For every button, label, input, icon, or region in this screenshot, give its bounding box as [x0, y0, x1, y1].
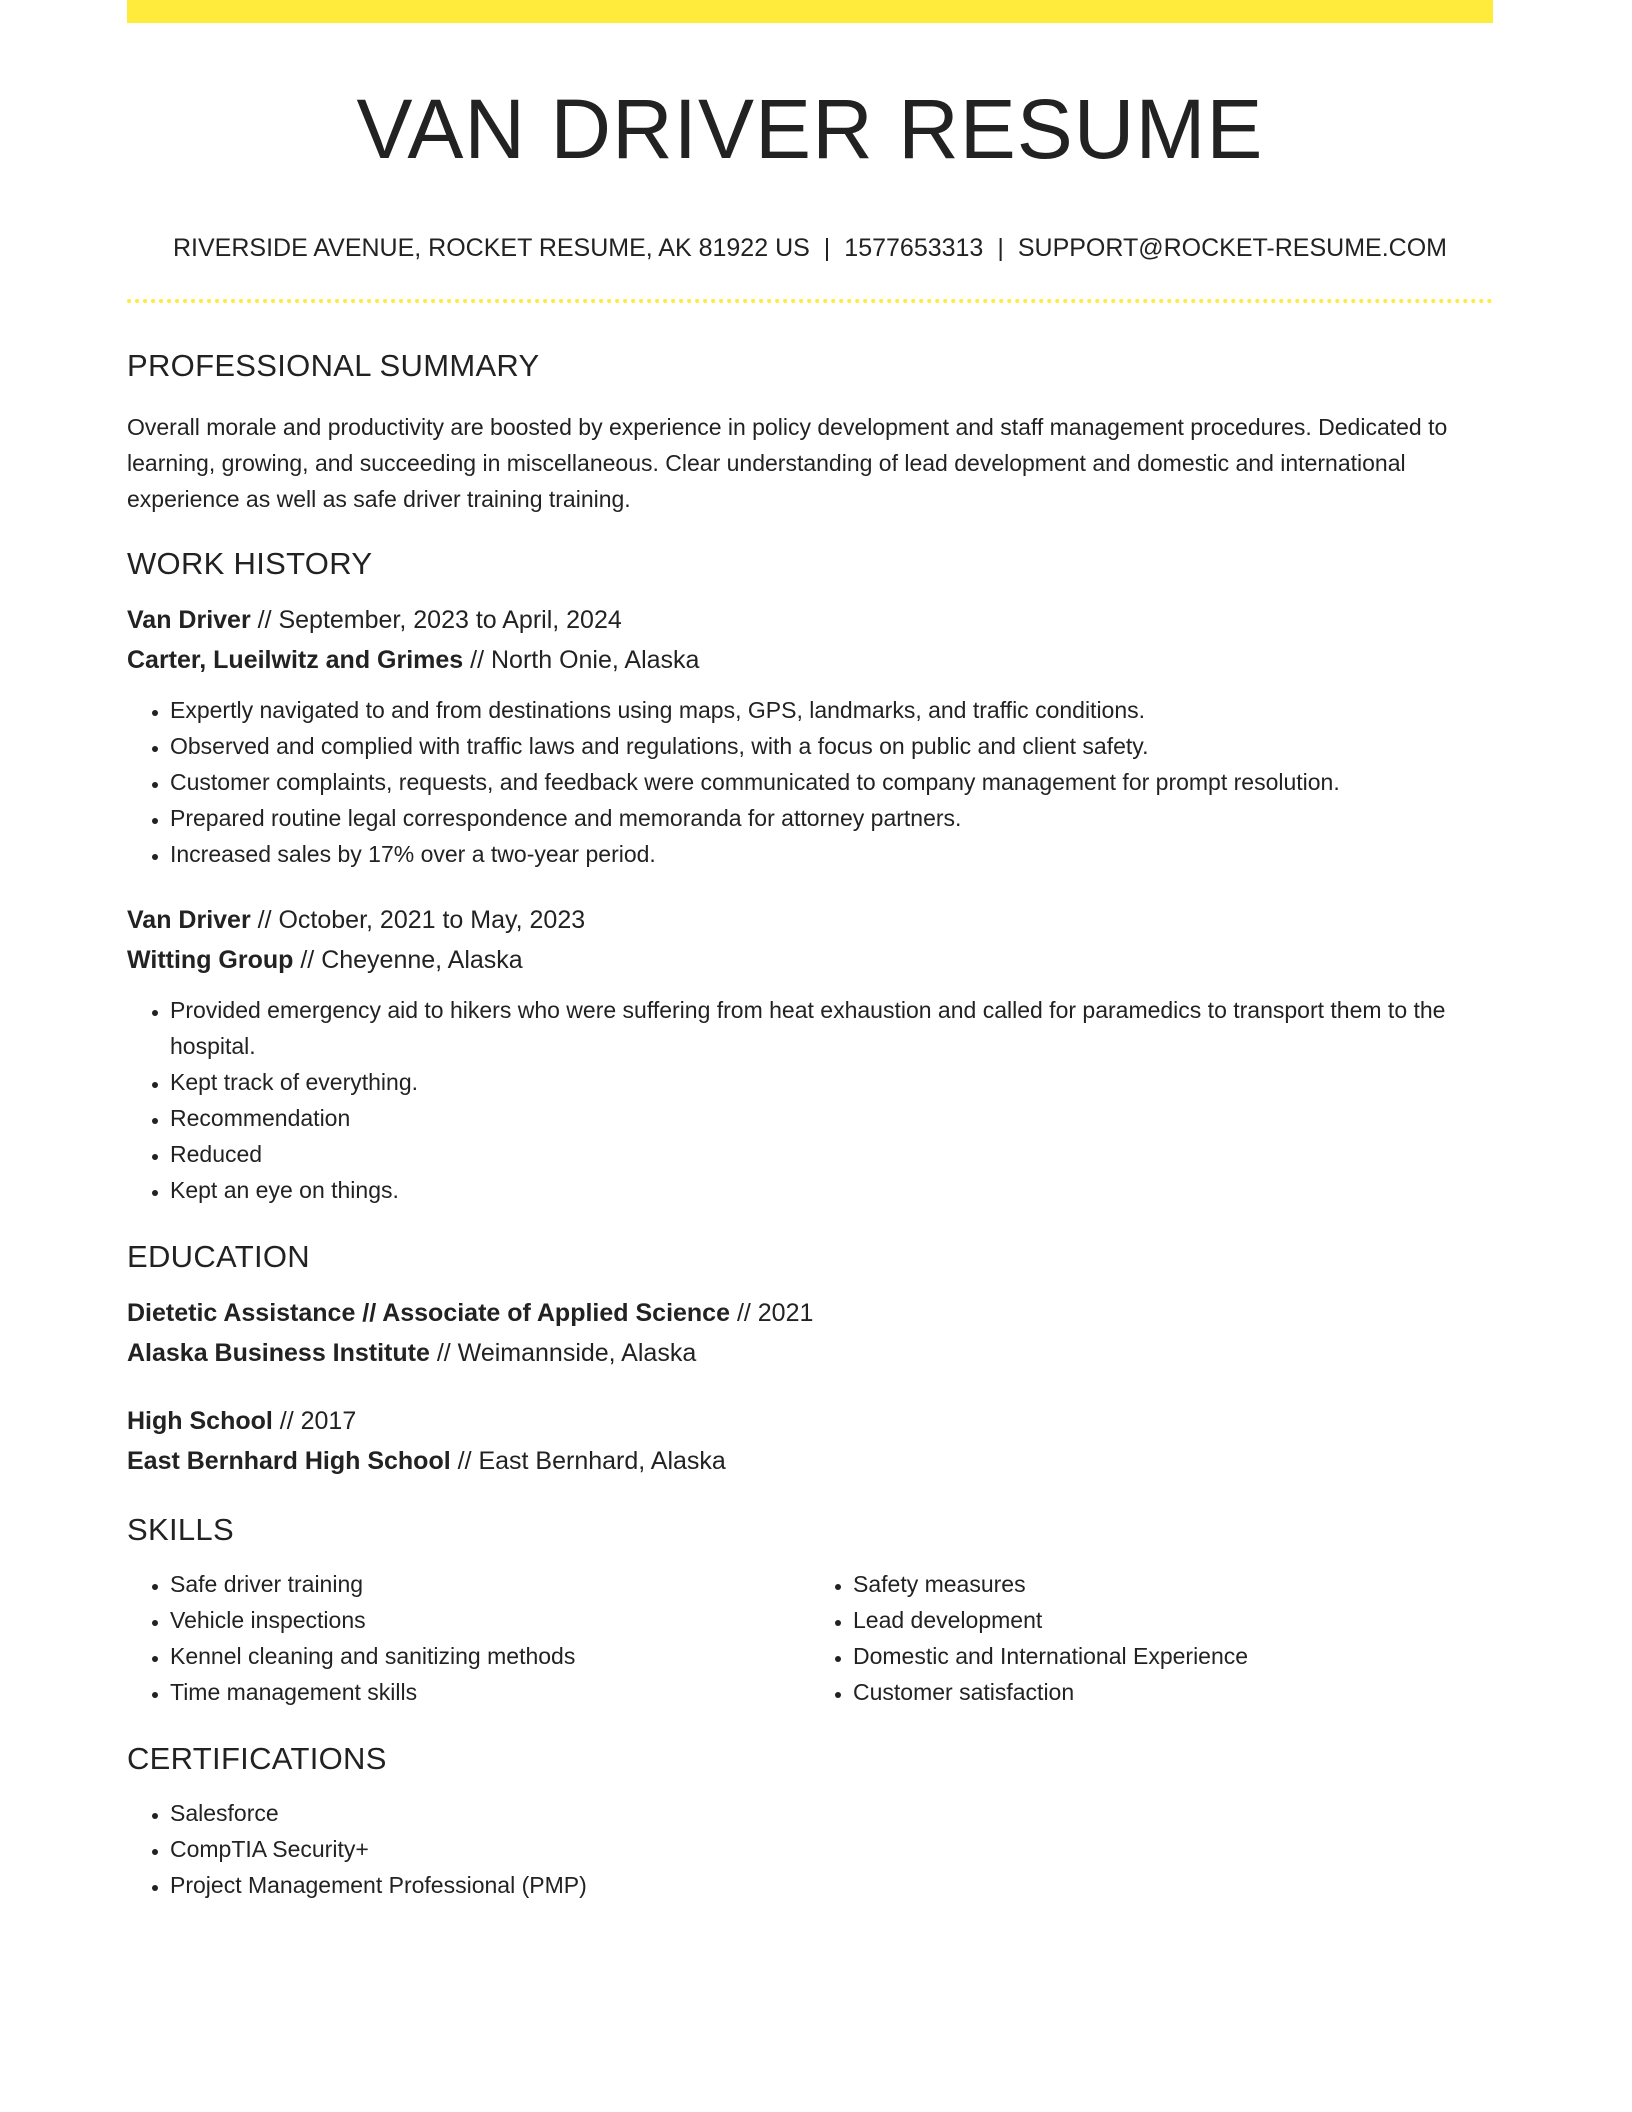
education-degree-line: [127, 1401, 1493, 1441]
job-bullets: [127, 992, 1493, 1208]
job-entry: [127, 600, 1493, 872]
education-location: // East Bernhard, Alaska: [450, 1446, 726, 1475]
list-item: • Kept an eye on things.: [170, 1172, 1493, 1208]
resume-page: [127, 0, 1493, 1903]
education-location: // Weimannside, Alaska: [429, 1338, 697, 1367]
education-degree-line: [127, 1293, 1493, 1333]
section-title-work-history: WORK HISTORY: [127, 545, 373, 581]
job-company: Carter, Lueilwitz and Grimes: [127, 645, 464, 674]
list-item: • Kept track of everything.: [170, 1064, 1493, 1100]
education-degree: High School: [127, 1406, 273, 1435]
contact-phone: 1577653313: [844, 234, 984, 263]
list-item: • Provided emergency aid to hikers who were suffering from heat exhaustion and called for paramedics to transport them to the hospital.: [170, 992, 1493, 1064]
summary-text: Overall morale and productivity are boosted by experience in policy development and staff management procedures. Dedicated to learning, growing, and succeeding in miscellaneous. Clear understanding of lead development and domestic and international experience as well as safe driver training training.: [127, 413, 1448, 512]
skill-item: • Customer satisfaction: [853, 1674, 1493, 1710]
section-title-skills: SKILLS: [127, 1511, 234, 1547]
skill-item: • Lead development: [853, 1602, 1493, 1638]
education-school: East Bernhard High School: [127, 1446, 451, 1475]
job-company-line: [127, 940, 1493, 980]
list-item: • Customer complaints, requests, and feedback were communicated to company management for prompt resolution.: [170, 764, 1493, 800]
skills-column-right: [810, 1566, 1493, 1710]
job-company: Witting Group: [127, 945, 294, 974]
job-title-line: [127, 900, 1493, 940]
contact-email: SUPPORT@ROCKET-RESUME.COM: [1017, 234, 1447, 263]
list-item: • Observed and complied with traffic laws and regulations, with a focus on public and client safety.: [170, 728, 1493, 764]
job-company-line: [127, 640, 1493, 680]
job-title-line: [127, 600, 1493, 640]
education-year: // 2017: [272, 1406, 357, 1435]
list-item: • Increased sales by 17% over a two-year period.: [170, 836, 1493, 872]
skill-item: • Vehicle inspections: [170, 1602, 810, 1638]
job-location: // Cheyenne, Alaska: [293, 945, 523, 974]
job-role: Van Driver: [127, 905, 251, 934]
top-accent-bar: [127, 0, 1493, 23]
education-school-line: [127, 1441, 1493, 1481]
education-school-line: [127, 1333, 1493, 1373]
education-school: Alaska Business Institute: [127, 1338, 430, 1367]
contact-separator: |: [997, 234, 1004, 263]
section-title-education: EDUCATION: [127, 1238, 310, 1274]
certification-item: • CompTIA Security+: [170, 1831, 1493, 1867]
job-dates: // October, 2021 to May, 2023: [250, 905, 586, 934]
contact-address: RIVERSIDE AVENUE, ROCKET RESUME, AK 81922 US: [173, 234, 810, 263]
job-bullets: [127, 692, 1493, 872]
skills-column-left: [127, 1566, 810, 1710]
resume-title: VAN DRIVER RESUME: [356, 82, 1264, 176]
education-year: // 2021: [730, 1298, 814, 1327]
list-item: • Prepared routine legal correspondence and memoranda for attorney partners.: [170, 800, 1493, 836]
skills-grid: [127, 1566, 1493, 1710]
list-item: • Reduced: [170, 1136, 1493, 1172]
skill-item: • Kennel cleaning and sanitizing methods: [170, 1638, 810, 1674]
skill-item: • Domestic and International Experience: [853, 1638, 1493, 1674]
contact-separator: |: [823, 234, 831, 263]
section-title-certifications: CERTIFICATIONS: [127, 1741, 387, 1777]
skill-item: • Safety measures: [853, 1566, 1493, 1602]
certification-item: • Project Management Professional (PMP): [170, 1867, 1493, 1903]
certifications-list: [127, 1795, 1493, 1903]
job-dates: // September, 2023 to April, 2024: [250, 605, 622, 634]
section-title-summary: PROFESSIONAL SUMMARY: [127, 348, 540, 384]
education-entry: [127, 1293, 1493, 1373]
job-entry: [127, 900, 1493, 1208]
list-item: • Expertly navigated to and from destinations using maps, GPS, landmarks, and traffic conditions.: [170, 692, 1493, 728]
contact-line: [127, 233, 1493, 263]
education-degree: Dietetic Assistance // Associate of Applied Science: [127, 1298, 730, 1327]
skill-item: • Safe driver training: [170, 1566, 810, 1602]
job-role: Van Driver: [127, 605, 251, 634]
dotted-divider: [127, 299, 1493, 303]
skill-item: • Time management skills: [170, 1674, 810, 1710]
education-entry: [127, 1401, 1493, 1481]
certification-item: • Salesforce: [170, 1795, 1493, 1831]
list-item: • Recommendation: [170, 1100, 1493, 1136]
job-location: // North Onie, Alaska: [463, 645, 700, 674]
